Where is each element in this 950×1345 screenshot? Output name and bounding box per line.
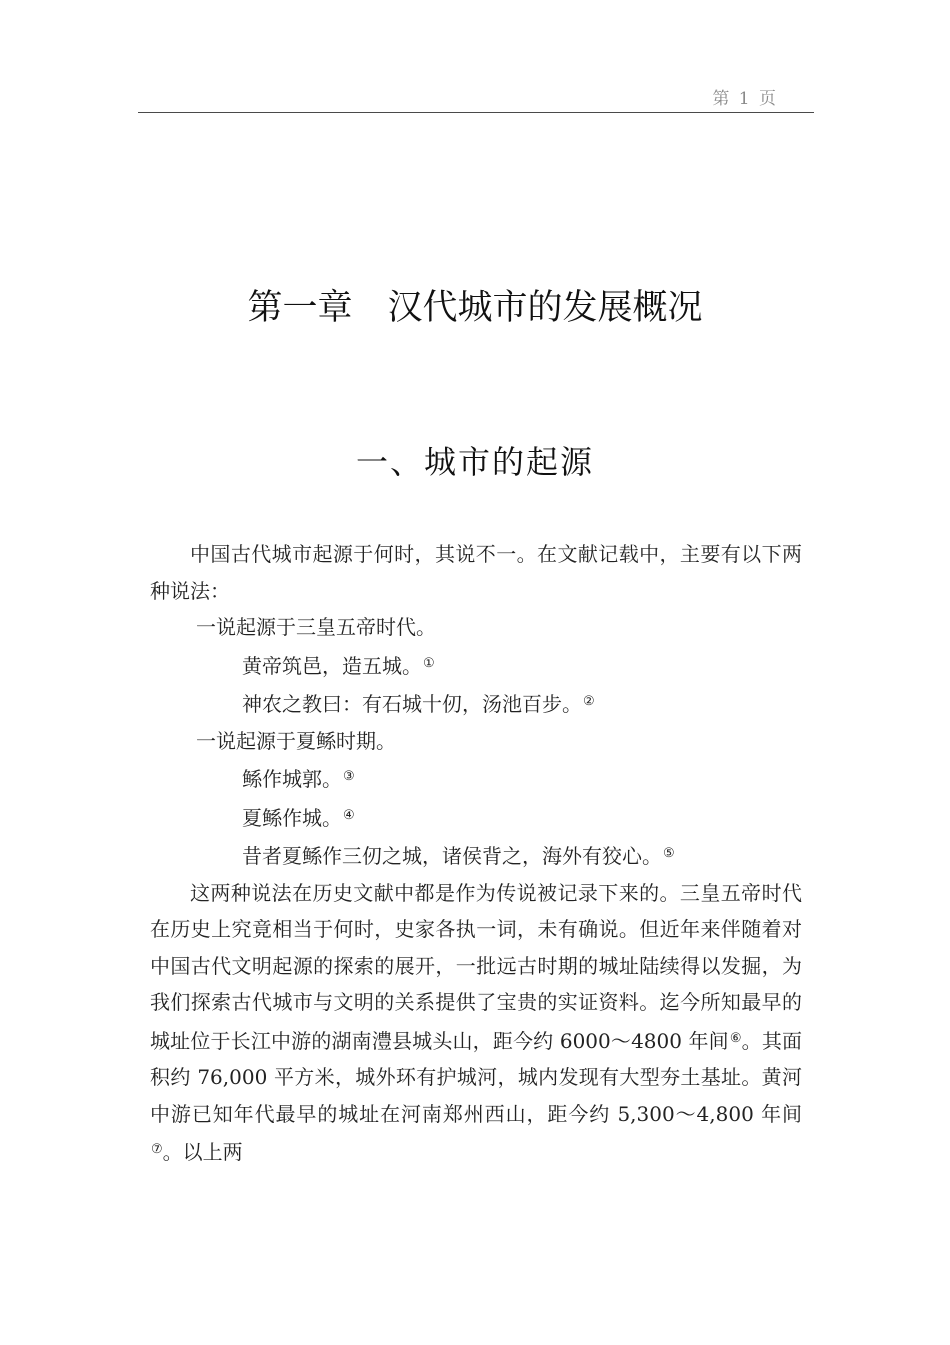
footnote-mark: ⑥ [729, 1030, 742, 1046]
quote-line [150, 836, 802, 875]
quote-text: 昔者夏鲧作三仞之城，诸侯背之，海外有狡心。 [242, 844, 662, 868]
closing-text-part3: 。以上两 [162, 1140, 243, 1164]
view-two-heading: 一说起源于夏鲧时期。 [196, 728, 396, 753]
quote-text: 黄帝筑邑，造五城。 [242, 653, 422, 678]
footnote-mark: ⑦ [151, 1142, 163, 1157]
quote-line [150, 798, 802, 837]
closing-text-part1: 这两种说法在历史文献中都是作为传说被记录下来的。三皇五帝时代在历史上究竟相当于何时，史家各执一词，未有确说。但近年来伴随着对中国古代文明起源的探索的展开，一批远古时期的城址陆续得以发掘，为我们探索古代城市与文明的关系提供了宝贵的实证资料。迄今所知最早的城址位于长江中游的湖南澧县城头山，距今约 6000～4800 年间 [150, 880, 802, 1053]
closing-paragraph [150, 875, 802, 1171]
section-title: 一、城市的起源 [355, 443, 594, 481]
footnote-mark: ② [583, 694, 595, 709]
quote-text: 夏鲧作城。 [242, 805, 342, 830]
footnote-mark: ④ [343, 807, 355, 823]
footnote-mark: ① [423, 655, 435, 671]
quote-line [150, 646, 802, 685]
page-number: 第 1 页 [712, 89, 778, 109]
chapter-title: 第一章 汉代城市的发展概况 [247, 288, 703, 328]
quote-text: 鲧作城郭。 [242, 767, 342, 791]
footnote-mark: ⑤ [663, 846, 675, 861]
view-one-heading: 一说起源于三皇五帝时代。 [196, 615, 436, 639]
closing-text-part2: 。其面积约 76,000 平方米，城外环有护城河，城内发现有大型夯土基址。黄河中游已知年代最早的城址在河南郑州西山，距今约 5,300～4,800 年间 [150, 1028, 803, 1126]
intro-paragraph: 中国古代城市起源于何时，其说不一。在文献记载中，主要有以下两种说法： [150, 542, 802, 603]
quote-text: 神农之教曰：有石城十仞，汤池百步。 [242, 692, 582, 716]
quote-line [150, 759, 802, 798]
quote-line [150, 684, 802, 723]
footnote-mark: ③ [343, 769, 355, 784]
page-header [138, 76, 814, 113]
body-text [150, 536, 802, 1171]
